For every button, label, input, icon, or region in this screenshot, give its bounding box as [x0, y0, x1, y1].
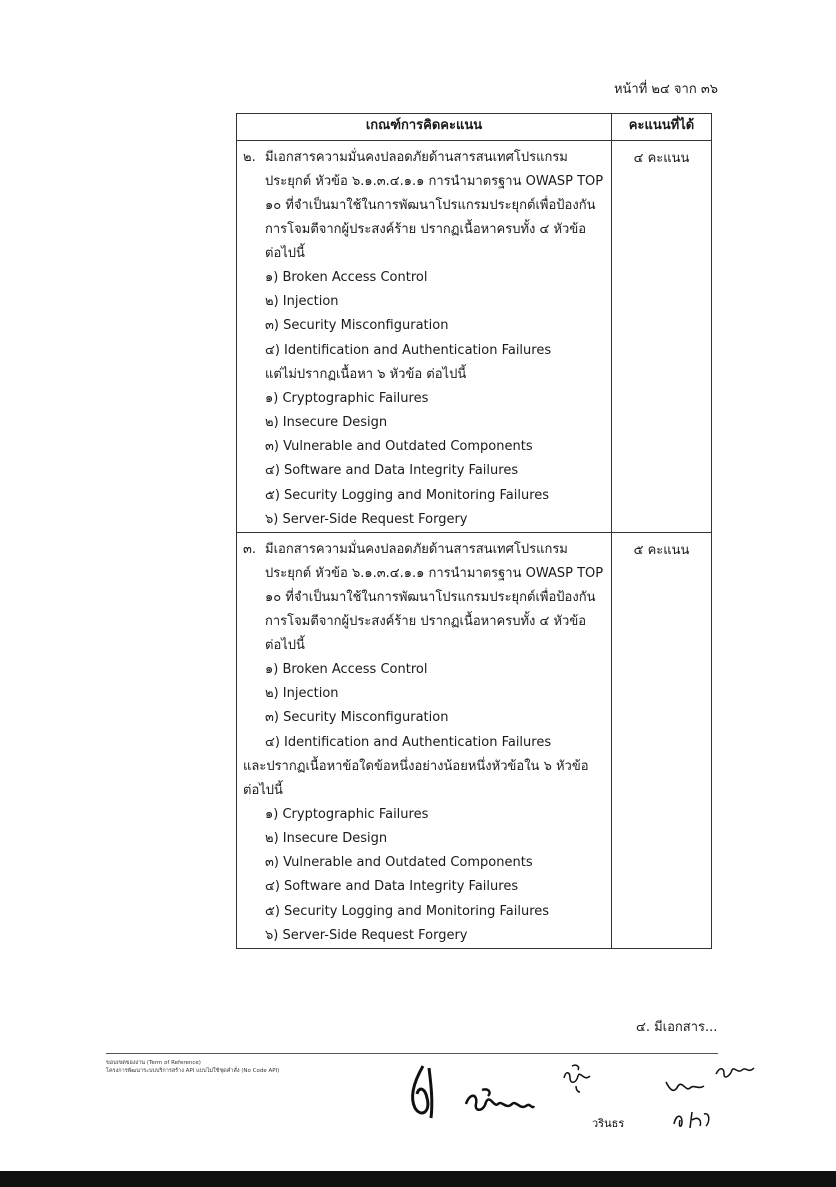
list-item: ๖) Server-Side Request Forgery: [265, 927, 468, 943]
score-column-header: คะแนนที่ได้: [612, 114, 712, 141]
next-page-reference: ๔. มีเอกสาร...: [636, 1020, 718, 1035]
criterion-sub-lead: แต่ไม่ปรากฏเนื้อหา ๖ หัวข้อ ต่อไปนี้: [265, 366, 467, 382]
criterion-lead: [243, 146, 605, 266]
list-item: ๑) Broken Access Control: [265, 270, 428, 285]
score-cell: ๕ คะแนน: [612, 533, 712, 949]
criterion-text: มีเอกสารความมั่นคงปลอดภัยด้านสารสนเทศโปรแกรมประยุกต์ หัวข้อ ๖.๑.๓.๔.๑.๑ การนำมาตรฐาน OWASP TOP ๑๐ ที่จำเป็นมาใช้ในการพัฒนาโปรแกรมประยุกต์เพื่อป้องกันการโจมตีจากผู้ประสงค์ร้าย ปรากฏเนื้อหาครบทั้ง ๔ หัวข้อ ต่อไปนี้: [265, 542, 604, 654]
table-header-row: [237, 114, 712, 141]
table-row: [237, 533, 712, 949]
criteria-cell: [237, 533, 612, 949]
score-cell: ๔ คะแนน: [612, 141, 712, 533]
list-item: ๔) Software and Data Integrity Failures: [265, 879, 519, 895]
table-row: [237, 141, 712, 533]
signature-name: วรินธร: [592, 1117, 625, 1130]
footer-divider: [106, 1053, 718, 1054]
list-item: ๓) Vulnerable and Outdated Components: [265, 855, 533, 871]
signature-2: [462, 1086, 537, 1122]
list-item: ๓) Vulnerable and Outdated Components: [265, 439, 533, 455]
criterion-number: ๒.: [243, 150, 256, 165]
footer-line: ขอบเขตของงาน (Term of Reference): [106, 1060, 201, 1066]
signature-4: [662, 1076, 708, 1098]
list-item: ๓) Security Misconfiguration: [265, 318, 449, 334]
list-item: ๓) Security Misconfiguration: [265, 710, 449, 726]
list-item: ๑) Cryptographic Failures: [265, 806, 429, 822]
list-item: ๒) Injection: [265, 294, 339, 310]
criterion-lead: [243, 538, 605, 658]
list-item: ๖) Server-Side Request Forgery: [265, 511, 468, 527]
list-item: ๔) Software and Data Integrity Failures: [265, 463, 519, 479]
list-item: ๕) Security Logging and Monitoring Failures: [265, 903, 550, 919]
list-item: ๒) Injection: [265, 686, 339, 702]
list-item: ๑) Broken Access Control: [265, 662, 428, 678]
scan-edge: [0, 1171, 836, 1187]
signature-6: [670, 1106, 716, 1132]
list-item: ๕) Security Logging and Monitoring Failures: [265, 487, 550, 503]
list-item: ๔) Identification and Authentication Failures: [265, 342, 552, 358]
signature-3: [560, 1062, 596, 1096]
list-item: ๒) Insecure Design: [265, 415, 388, 431]
criteria-table: [236, 113, 712, 949]
list-item: ๒) Insecure Design: [265, 831, 388, 847]
signature-1: [405, 1062, 445, 1122]
list-item: ๔) Identification and Authentication Failures: [265, 734, 552, 750]
list-item: ๑) Cryptographic Failures: [265, 390, 429, 406]
signature-5: [712, 1060, 758, 1082]
criterion-number: ๓.: [243, 542, 257, 558]
criteria-cell: [237, 141, 612, 533]
footer: [106, 1059, 279, 1075]
criterion-text: มีเอกสารความมั่นคงปลอดภัยด้านสารสนเทศโปรแกรมประยุกต์ หัวข้อ ๖.๑.๓.๔.๑.๑ การนำมาตรฐาน OWASP TOP ๑๐ ที่จำเป็นมาใช้ในการพัฒนาโปรแกรมประยุกต์เพื่อป้องกันการโจมตีจากผู้ประสงค์ร้าย ปรากฏเนื้อหาครบทั้ง ๔ หัวข้อ ต่อไปนี้: [265, 150, 604, 261]
criteria-column-header: เกณฑ์การคิดคะแนน: [237, 114, 612, 141]
footer-line: โครงการพัฒนาระบบบริการสร้าง API แบบไม่ใช้ชุดคำสั่ง (No Code API): [106, 1068, 280, 1074]
criterion-sub-lead: และปรากฏเนื้อหาข้อใดข้อหนึ่งอย่างน้อยหนึ่งหัวข้อใน ๖ หัวข้อ ต่อไปนี้: [243, 758, 589, 798]
page-number: หน้าที่ ๒๔ จาก ๓๖: [613, 82, 718, 97]
